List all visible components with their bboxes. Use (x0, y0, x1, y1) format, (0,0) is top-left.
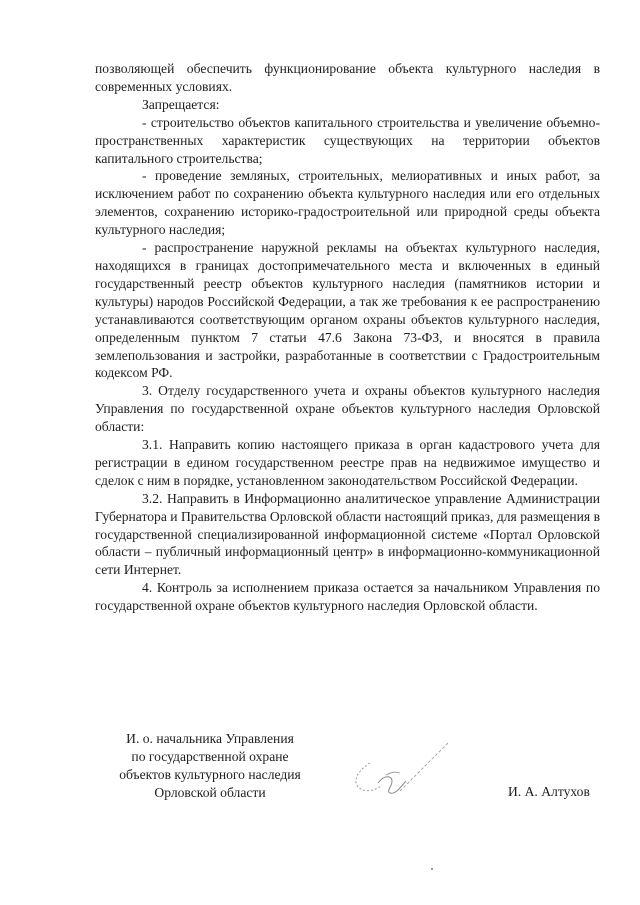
paragraph: 3. Отделу государственного учета и охраны объектов культурного наследия Управления по государственной охране объектов культурного наследия Орловской области: (95, 383, 600, 435)
scan-speck (431, 868, 433, 870)
document-body (95, 60, 600, 615)
handwritten-signature (330, 735, 460, 805)
paragraph: 3.1. Направить копию настоящего приказа в орган кадастрового учета для регистрации в едином государственном реестре прав на недвижимое имущество и сделок с ним в порядке, установленном законодательством Российской Федерации. (95, 437, 600, 488)
signatory-name: И. А. Алтухов (508, 784, 590, 799)
paragraph: - строительство объектов капитального строительства и увеличение объемно-пространственных характеристик существующих на территории объектов капитального строительства; (95, 114, 600, 166)
paragraph: позволяющей обеспечить функционирование объекта культурного наследия в современных условиях. (95, 61, 600, 94)
signatory-position-line: по государственной охране (131, 749, 289, 764)
signatory-position-line: объектов культурного наследия (119, 767, 301, 782)
paragraph: 3.2. Направить в Информационно аналитическое управление Администрации Губернатора и Правительства Орловской области настоящий приказ, для размещения в государственной специализированной информационной системе «Портал Орловской области – публичный информационный центр» в информационно-коммуникационной сети Интернет. (95, 490, 600, 578)
signatory-position-line: Орловской области (154, 785, 266, 800)
paragraph: Запрещается: (142, 96, 220, 112)
signatory-position-line: И. о. начальника Управления (126, 731, 294, 746)
paragraph: - проведение земляных, строительных, мелиоративных и иных работ, за исключением работ по сохранению объекта культурного наследия или его отдельных элементов, сохранению историко-градостроительной или природной среды объекта культурного наследия; (95, 168, 600, 238)
paragraph: - распространение наружной рекламы на объектах культурного наследия, находящихся в границах достопримечательного места и включенных в единый государственный реестр объектов культурного наследия (памятников истории и культуры) народов Российской Федерации, а так же требования к ее распространению устанавливаются соответствующим органом охраны объектов культурного наследия, определенным пунктом 7 статьи 47.6 Закона 73-ФЗ, и вносятся в правила землепользования и застройки, разработанные в соответствии с Градостроительным кодексом РФ. (95, 240, 600, 381)
paragraph: 4. Контроль за исполнением приказа остается за начальником Управления по государственной охране объектов культурного наследия Орловской области. (95, 580, 600, 614)
signatory-position (100, 730, 320, 802)
